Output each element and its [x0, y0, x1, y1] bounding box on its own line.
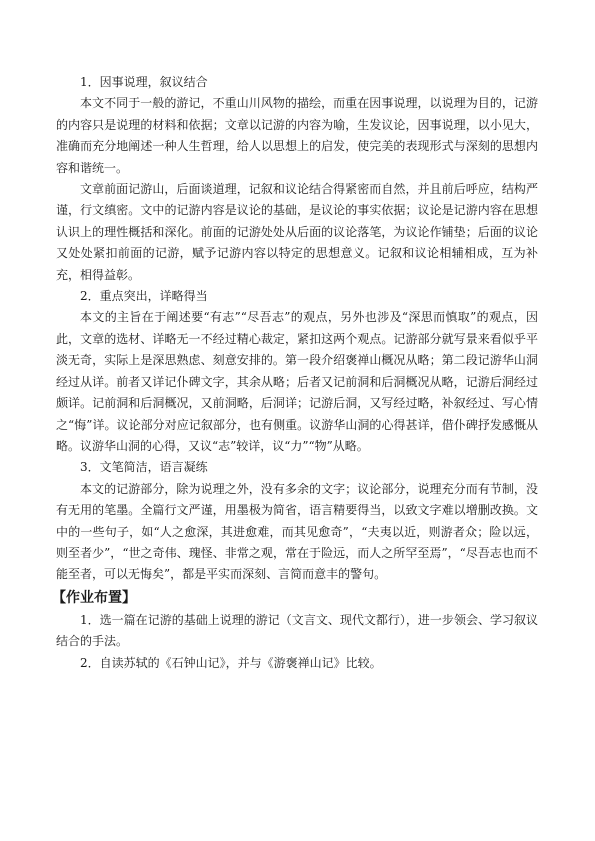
section2-paragraph1: 本文的主旨在于阐述要“有志”“尽吾志”的观点，另外也涉及“深思而慎取”的观点，因此，文章的选材、详略无一不经过精心裁定，紧扣这两个观点。记游部分就写景来看似乎平淡无奇，实际上是深思熟虑、刻意安排的。第一段介绍褒禅山概况从略；第二段记游华山洞经过从详。前者又详记仆碑文字，其余从略；后者又记前洞和后洞概况从略，记游后洞经过颇详。记前洞和后洞概况，又前洞略，后洞详；记游后洞，又写经过略，补叙经过、写心情之“悔”详。议论部分对应记叙部分，也有侧重。议游华山洞的心得甚详，借仆碑抒发感慨从略。议游华山洞的心得，又议“志”较详，议“力”“物”从略。: [56, 310, 538, 453]
section1-paragraph2: 文章前面记游山，后面谈道理，记叙和议论结合得紧密而自然，并且前后呼应，结构严谨，行文缜密。文中的记游内容是议论的基础，是议论的事实依据；议论是记游内容在思想认识上的理性概括和深化。前面的记游处处从后面的议论落笔，为议论作铺垫；后面的议论又处处紧扣前面的记游，赋予记游内容以特定的思想意义。记叙和议论相辅相成，互为补充，相得益彰。: [56, 182, 538, 282]
homework-heading: 【作业布置】: [52, 589, 136, 606]
homework-item1: 1．选一篇在记游的基础上说理的游记（文言文、现代文都行），进一步领会、学习叙议结合的手法。: [56, 612, 538, 649]
document-page: [52, 72, 538, 674]
section1-paragraph1: 本文不同于一般的游记，不重山川风物的描绘，而重在因事说理，以说理为目的，记游的内容只是说理的材料和依据；文章以记游的内容为喻，生发议论，因事说理，以小见大，准确而充分地阐述一种人生哲理，给人以思想上的启发，使完美的表现形式与深刻的思想内容和谐统一。: [56, 96, 538, 175]
section1-title: 1．因事说理，叙议结合: [80, 75, 208, 89]
homework-item2: 2．自读苏轼的《石钟山记》，并与《游褒禅山记》比较。: [80, 655, 382, 670]
section3-title: 3．文笔简洁，语言凝练: [80, 460, 208, 475]
section2-title: 2．重点突出，详略得当: [80, 289, 208, 304]
section3-paragraph1: 本文的记游部分，除为说理之外，没有多余的文字；议论部分，说理充分而有节制，没有无用的笔墨。全篇行文严谨，用墨极为简省，语言精要得当，以致文字难以增删改换。文中的一些句子，如“人之愈深，其进愈难，而其见愈奇”，“夫夷以近，则游者众；险以远，则至者少”，“世之奇伟、瑰怪、非常之观，常在于险远，而人之所罕至焉”，“尽吾志也而不能至者，可以无悔矣”，都是平实而深刻、言简而意丰的警句。: [56, 481, 538, 582]
